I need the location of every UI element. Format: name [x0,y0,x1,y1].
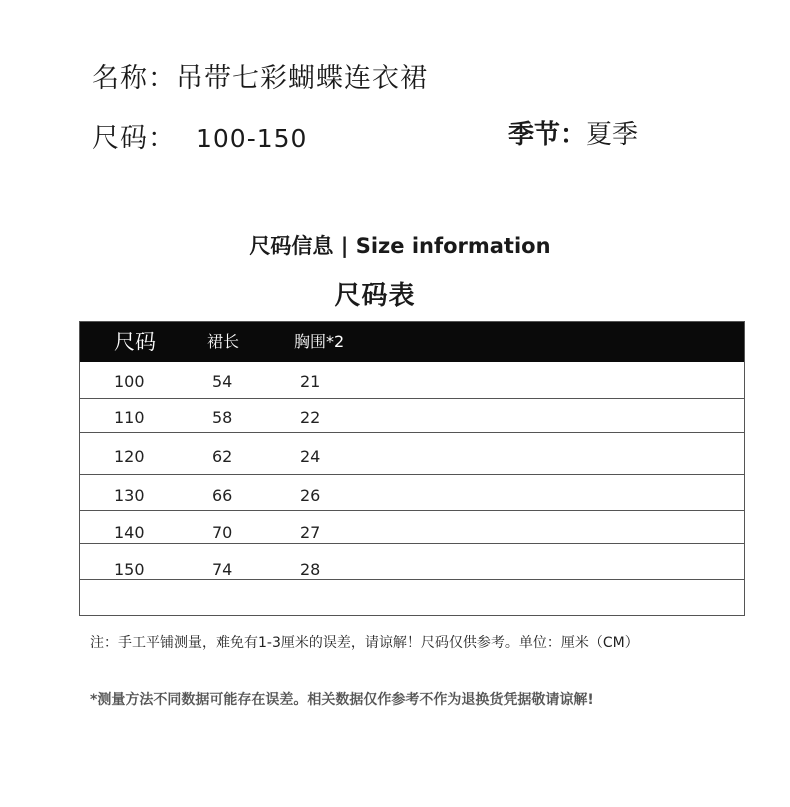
measurement-note: 注：手工平铺测量，难免有1-3厘米的误差，请谅解！尺码仅供参考。单位：厘米（CM） [90,635,639,651]
section-title: 尺码信息 | Size information [249,234,551,258]
cell-bust: 26 [300,486,321,505]
table-row [80,478,744,514]
cell-length: 54 [212,372,233,391]
table-row [80,400,744,436]
product-size-label: 尺码： [92,123,176,154]
cell-bust: 24 [300,447,321,466]
product-name-value: 吊带七彩蝴蝶连衣裙 [176,63,428,94]
size-table [79,321,745,616]
disclaimer-note: *测量方法不同数据可能存在误差。相关数据仅作参考不作为退换货凭据敬请谅解! [90,692,594,708]
cell-size: 120 [114,447,145,466]
table-row [80,552,744,588]
product-name-label: 名称： [92,63,176,94]
product-season-label: 季节： [508,120,587,150]
row-divider [80,432,744,433]
row-divider [80,510,744,511]
cell-bust: 22 [300,408,321,427]
header-bust: 胸围*2 [294,332,345,351]
header-length: 裙长 [207,332,240,351]
cell-size: 130 [114,486,145,505]
cell-size: 140 [114,523,145,542]
cell-size: 150 [114,560,145,579]
cell-length: 58 [212,408,233,427]
table-header [80,322,744,362]
product-size-line [92,116,307,155]
product-season-value: 夏季 [586,120,639,150]
table-title: 尺码表 [334,281,416,311]
cell-size: 110 [114,408,145,427]
cell-length: 74 [212,560,233,579]
cell-bust: 28 [300,560,321,579]
product-size-value: 100-150 [196,124,308,153]
row-divider [80,474,744,475]
row-divider [80,398,744,399]
cell-bust: 27 [300,523,321,542]
row-divider [80,579,744,580]
cell-length: 70 [212,523,233,542]
row-divider [80,543,744,544]
cell-size: 100 [114,372,145,391]
table-row [80,439,744,475]
header-size: 尺码 [114,330,156,354]
cell-length: 66 [212,486,233,505]
cell-length: 62 [212,447,233,466]
table-row [80,515,744,551]
product-season-line [508,114,638,151]
table-row [80,364,744,400]
product-name-line [92,56,428,95]
cell-bust: 21 [300,372,321,391]
